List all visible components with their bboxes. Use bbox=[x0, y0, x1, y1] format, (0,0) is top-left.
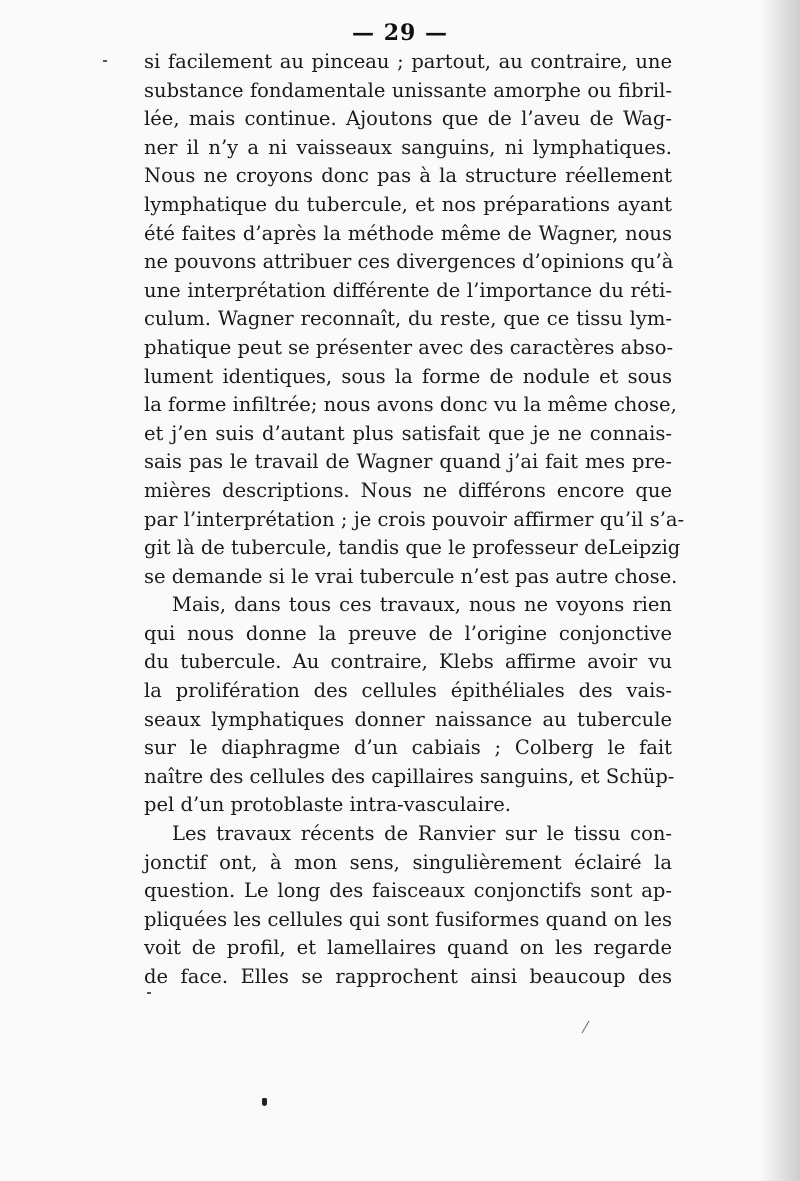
text-line: qui nous donne la preuve de l’origine conjonctive bbox=[144, 621, 672, 645]
text-line: une interprétation différente de l’importance du réti- bbox=[144, 278, 672, 302]
body-text bbox=[144, 48, 685, 992]
page-number: — 29 — bbox=[352, 20, 448, 46]
text-line: été faites d’après la méthode même de Wagner, nous bbox=[144, 221, 672, 245]
ink-blot bbox=[262, 1098, 267, 1106]
ink-speck bbox=[147, 992, 151, 994]
text-line: se demande si le vrai tubercule n’est pas autre chose. bbox=[144, 564, 678, 588]
text-line: Les travaux récents de Ranvier sur le tissu con- bbox=[172, 822, 672, 846]
text-line: sur le diaphragme d’un cabiais ; Colberg le fait bbox=[144, 736, 672, 760]
text-line: culum. Wagner reconnaît, du reste, que ce tissu lym- bbox=[144, 307, 672, 331]
text-line: question. Le long des faisceaux conjonctifs sont ap- bbox=[144, 879, 672, 903]
text-line: Nous ne croyons donc pas à la structure réellement bbox=[144, 164, 672, 188]
text-line: git là de tubercule, tandis que le professeur deLeipzig bbox=[144, 536, 681, 560]
page-edge-shadow bbox=[760, 0, 800, 1181]
ink-speck bbox=[582, 1021, 590, 1034]
text-line: la forme infiltrée; nous avons donc vu la même chose, bbox=[144, 393, 677, 417]
text-line: pliquées les cellules qui sont fusiformes quand on les bbox=[144, 907, 672, 931]
text-line: et j’en suis d’autant plus satisfait que je ne connais- bbox=[144, 421, 672, 445]
text-line: la prolifération des cellules épithéliales des vais- bbox=[144, 679, 672, 703]
text-line: voit de profil, et lamellaires quand on les regarde bbox=[144, 936, 672, 960]
text-line: seaux lymphatiques donner naissance au tubercule bbox=[144, 707, 672, 731]
text-line: substance fondamentale unissante amorphe ou fibril- bbox=[144, 78, 672, 102]
text-line: jonctif ont, à mon sens, singulièrement éclairé la bbox=[144, 850, 672, 874]
text-line: ner il n’y a ni vaisseaux sanguins, ni lymphatiques. bbox=[144, 135, 672, 159]
text-line: Mais, dans tous ces travaux, nous ne voyons rien bbox=[172, 593, 672, 617]
ink-speck bbox=[103, 60, 107, 62]
text-line: pel d’un protoblaste intra-vasculaire. bbox=[144, 793, 511, 817]
text-line: sais pas le travail de Wagner quand j’ai fait mes pre- bbox=[144, 450, 672, 474]
text-line: par l’interprétation ; je crois pouvoir affirmer qu’il s’a- bbox=[144, 507, 685, 531]
text-line: lymphatique du tubercule, et nos préparations ayant bbox=[144, 192, 672, 216]
text-line: du tubercule. Au contraire, Klebs affirme avoir vu bbox=[144, 650, 672, 674]
text-line: naître des cellules des capillaires sanguins, et Schüp- bbox=[144, 764, 675, 788]
text-line: mières descriptions. Nous ne différons encore que bbox=[144, 478, 672, 502]
text-line: lée, mais continue. Ajoutons que de l’aveu de Wag- bbox=[144, 107, 672, 131]
text-line: phatique peut se présenter avec des caractères abso- bbox=[144, 335, 674, 359]
text-line: si facilement au pinceau ; partout, au contraire, une bbox=[144, 50, 672, 73]
text-line: lument identiques, sous la forme de nodule et sous bbox=[144, 364, 672, 388]
text-line: de face. Elles se rapprochent ainsi beaucoup des bbox=[144, 965, 672, 988]
text-line: ne pouvons attribuer ces divergences d’opinions qu’à bbox=[144, 250, 674, 274]
